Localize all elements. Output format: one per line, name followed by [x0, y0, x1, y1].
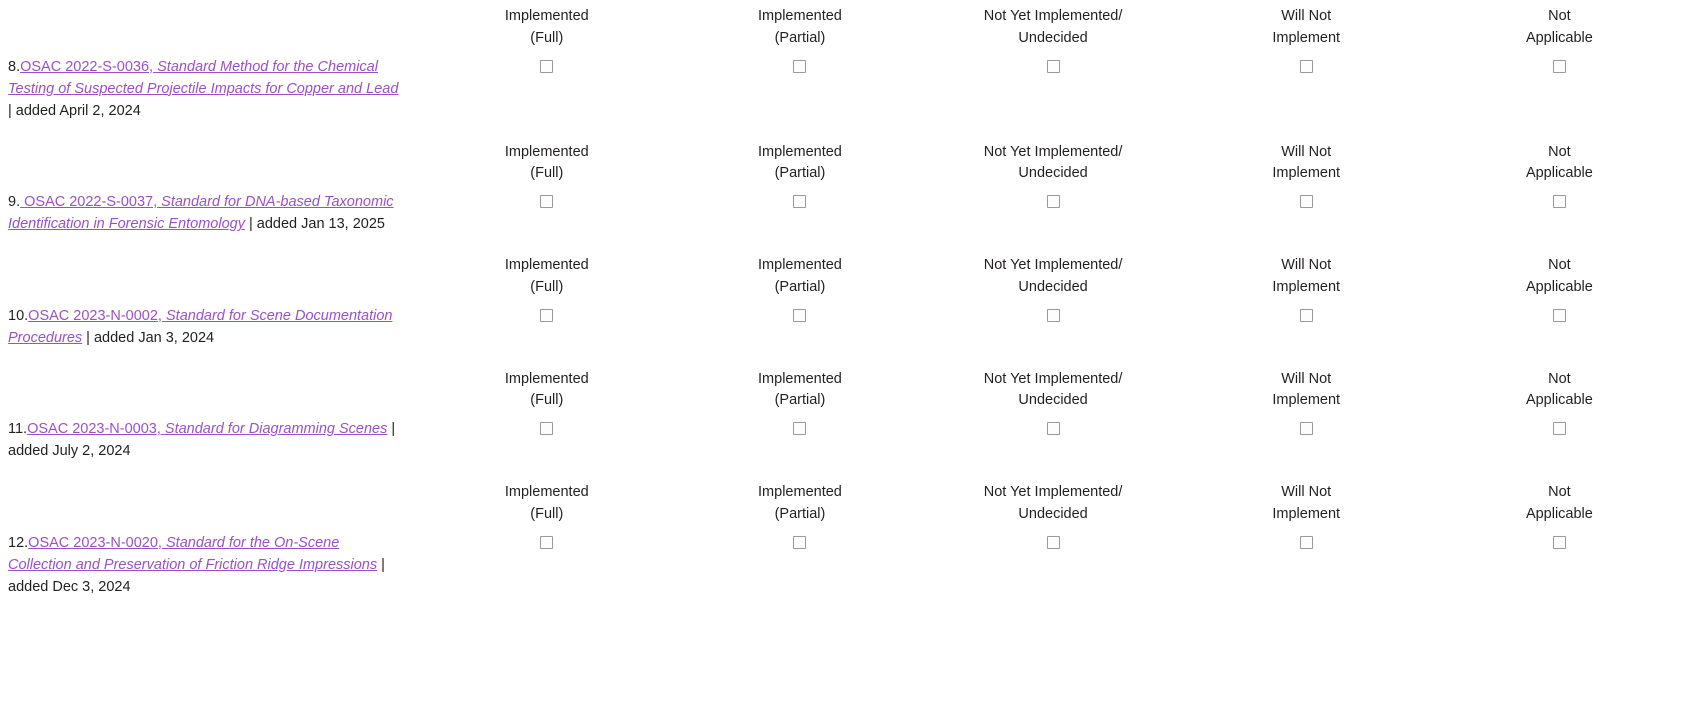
option-cell[interactable] [420, 528, 673, 602]
row-spacer [0, 239, 1686, 249]
option-checkbox[interactable] [793, 536, 806, 549]
option-checkbox[interactable] [793, 60, 806, 73]
question-number: 11. [8, 421, 28, 438]
option-header-line2: Applicable [1525, 278, 1593, 295]
option-header [1433, 363, 1686, 415]
option-checkbox[interactable] [1300, 60, 1313, 73]
option-header-line1: Implemented [504, 8, 589, 24]
option-header-line2: Undecided [1018, 165, 1088, 182]
option-header-line2: (Full) [530, 278, 564, 295]
option-header-line1: Implemented [758, 370, 842, 387]
option-cell[interactable] [673, 301, 926, 353]
option-cell[interactable] [420, 414, 673, 466]
option-header-line1: Not [1548, 143, 1571, 160]
option-header-line1: Implemented [504, 370, 589, 387]
option-header-line2: (Partial) [774, 392, 826, 409]
option-cell[interactable] [420, 301, 673, 353]
option-header-row [0, 249, 1686, 301]
option-checkbox[interactable] [1047, 422, 1060, 435]
option-header-row [0, 0, 1686, 52]
row-spacer-cell [0, 239, 1686, 249]
header-spacer-cell [0, 363, 420, 415]
option-checkbox[interactable] [1300, 309, 1313, 322]
option-header-line1: Implemented [758, 484, 842, 501]
question-number: 12. [8, 534, 29, 551]
option-header-row [0, 363, 1686, 415]
option-header-row [0, 476, 1686, 528]
option-header [420, 476, 673, 528]
option-header [420, 136, 673, 188]
standard-title: Standard for DNA-based Taxonomic Identification in Forensic Entomology [8, 194, 394, 233]
option-checkbox[interactable] [1553, 422, 1566, 435]
option-checkbox[interactable] [1300, 195, 1313, 208]
option-header-line2: (Full) [530, 506, 564, 523]
option-header-line1: Will Not [1281, 484, 1332, 501]
option-cell[interactable] [673, 52, 926, 126]
option-header-line1: Not Yet Implemented/ [983, 484, 1123, 501]
question-number: 8. [8, 58, 21, 75]
standard-link[interactable] [8, 535, 377, 573]
option-cell[interactable] [1180, 414, 1433, 466]
question-label [0, 528, 420, 602]
option-header-line1: Implemented [504, 143, 589, 160]
option-checkbox[interactable] [1047, 309, 1060, 322]
option-header-line1: Will Not [1281, 370, 1332, 387]
option-cell[interactable] [1180, 187, 1433, 239]
option-cell[interactable] [927, 52, 1180, 126]
question-label [0, 414, 420, 466]
standard-link[interactable] [27, 421, 387, 437]
option-header [1180, 363, 1433, 415]
option-header-line2: (Partial) [774, 506, 826, 523]
option-cell[interactable] [1180, 528, 1433, 602]
option-checkbox[interactable] [793, 195, 806, 208]
option-cell[interactable] [1433, 528, 1686, 602]
option-header-line2: Applicable [1525, 29, 1593, 46]
option-header [1433, 476, 1686, 528]
option-cell[interactable] [927, 528, 1180, 602]
option-checkbox[interactable] [793, 422, 806, 435]
option-checkbox[interactable] [1553, 536, 1566, 549]
option-checkbox[interactable] [1047, 60, 1060, 73]
option-header-line2: (Full) [530, 165, 564, 182]
option-header-line2: (Partial) [774, 29, 826, 46]
question-row [0, 414, 1686, 466]
option-header-line2: (Partial) [774, 278, 826, 295]
option-header-line1: Will Not [1281, 8, 1332, 24]
header-spacer-cell [0, 0, 420, 52]
option-header-line1: Not Yet Implemented/ [983, 8, 1123, 24]
header-spacer-cell [0, 249, 420, 301]
standard-title: Standard for the On-Scene Collection and Preservation of Friction Ridge Impressions [8, 534, 378, 573]
question-label [0, 301, 420, 353]
option-checkbox[interactable] [1553, 60, 1566, 73]
option-header-line1: Will Not [1281, 257, 1332, 274]
standard-code: OSAC 2023-N-0020, [28, 534, 162, 551]
option-header-line2: Applicable [1525, 165, 1593, 182]
option-header-line1: Not [1548, 257, 1571, 274]
added-date: | added April 2, 2024 [8, 102, 141, 119]
option-checkbox[interactable] [1047, 536, 1060, 549]
option-cell[interactable] [927, 301, 1180, 353]
option-checkbox[interactable] [540, 536, 553, 549]
row-spacer [0, 466, 1686, 476]
option-header-line2: Undecided [1018, 278, 1088, 295]
row-spacer [0, 602, 1686, 612]
option-header [673, 249, 926, 301]
added-date: | added July 2, 2024 [8, 421, 396, 460]
option-cell[interactable] [1433, 414, 1686, 466]
option-header [673, 136, 926, 188]
added-date: | added Dec 3, 2024 [8, 556, 385, 595]
option-header-line1: Not [1548, 370, 1571, 387]
option-header-line1: Implemented [758, 8, 842, 24]
option-header [673, 476, 926, 528]
option-checkbox[interactable] [540, 309, 553, 322]
option-header-row [0, 136, 1686, 188]
header-spacer-cell [0, 476, 420, 528]
option-header-line1: Not Yet Implemented/ [983, 370, 1123, 387]
option-cell[interactable] [1433, 187, 1686, 239]
option-header-line2: (Full) [530, 392, 564, 409]
standard-code: OSAC 2023-N-0002, [28, 307, 162, 324]
option-header [1433, 136, 1686, 188]
option-header-line1: Will Not [1281, 143, 1332, 160]
option-cell[interactable] [673, 414, 926, 466]
row-spacer-cell [0, 353, 1686, 363]
option-cell[interactable] [1180, 52, 1433, 126]
question-row [0, 301, 1686, 353]
option-header-line2: (Full) [530, 29, 564, 46]
option-cell[interactable] [420, 187, 673, 239]
row-spacer-cell [0, 126, 1686, 136]
option-checkbox[interactable] [540, 60, 553, 73]
question-label [0, 187, 420, 239]
option-header [927, 0, 1180, 52]
option-header-line2: Implement [1272, 165, 1341, 182]
option-checkbox[interactable] [1553, 195, 1566, 208]
option-checkbox[interactable] [540, 195, 553, 208]
option-header-line1: Not Yet Implemented/ [983, 257, 1123, 274]
option-cell[interactable] [673, 528, 926, 602]
option-header-line1: Not [1548, 8, 1571, 24]
question-number: 10. [8, 307, 29, 324]
option-header-line2: (Partial) [774, 165, 826, 182]
added-date: | added Jan 3, 2024 [82, 329, 215, 346]
option-cell[interactable] [1433, 52, 1686, 126]
option-cell[interactable] [420, 52, 673, 126]
option-header-line2: Applicable [1525, 392, 1593, 409]
option-checkbox[interactable] [793, 309, 806, 322]
option-checkbox[interactable] [1553, 309, 1566, 322]
option-checkbox[interactable] [1300, 422, 1313, 435]
option-header [420, 0, 673, 52]
option-header [1180, 0, 1433, 52]
option-header [927, 363, 1180, 415]
option-cell[interactable] [673, 187, 926, 239]
option-header-line1: Implemented [758, 257, 842, 274]
option-cell[interactable] [927, 414, 1180, 466]
question-row [0, 528, 1686, 602]
option-header [927, 249, 1180, 301]
standard-code: OSAC 2022-S-0036, [20, 58, 154, 75]
standard-title: Standard for Diagramming Scenes [160, 421, 388, 438]
option-header-line2: Applicable [1525, 506, 1593, 523]
option-header [927, 476, 1180, 528]
option-header [927, 136, 1180, 188]
option-header-line1: Implemented [504, 484, 589, 501]
option-cell[interactable] [927, 187, 1180, 239]
standard-code: OSAC 2023-N-0003, [27, 421, 161, 438]
option-header-line2: Undecided [1018, 506, 1088, 523]
row-spacer-cell [0, 466, 1686, 476]
standard-title: Standard for Scene Documentation Procedures [8, 307, 393, 346]
option-header [420, 249, 673, 301]
row-spacer [0, 126, 1686, 136]
standard-code: OSAC 2022-S-0037, [20, 194, 158, 211]
option-header [1180, 136, 1433, 188]
option-header-line1: Implemented [504, 257, 589, 274]
added-date: | added Jan 13, 2025 [244, 216, 385, 233]
option-checkbox[interactable] [1047, 195, 1060, 208]
row-spacer-cell [0, 602, 1686, 612]
row-spacer [0, 353, 1686, 363]
option-header-line2: Undecided [1018, 29, 1088, 46]
option-header [673, 363, 926, 415]
option-header-line2: Implement [1272, 278, 1341, 295]
option-header [1180, 476, 1433, 528]
header-spacer-cell [0, 136, 420, 188]
option-header [1180, 249, 1433, 301]
option-header [673, 0, 926, 52]
standard-link[interactable] [8, 59, 398, 97]
option-header-line2: Undecided [1018, 392, 1088, 409]
standard-title: Standard Method for the Chemical Testing of Suspected Projectile Impacts for Copper and Lead [8, 58, 399, 97]
option-checkbox[interactable] [1300, 536, 1313, 549]
question-row [0, 187, 1686, 239]
question-row [0, 52, 1686, 126]
option-cell[interactable] [1433, 301, 1686, 353]
question-label [0, 52, 420, 126]
option-header [1433, 249, 1686, 301]
option-cell[interactable] [1180, 301, 1433, 353]
option-header-line1: Not Yet Implemented/ [983, 143, 1123, 160]
option-checkbox[interactable] [540, 422, 553, 435]
option-header-line2: Implement [1272, 29, 1341, 46]
option-header [420, 363, 673, 415]
option-header-line1: Not [1548, 484, 1571, 501]
option-header-line2: Implement [1272, 506, 1341, 523]
option-header-line1: Implemented [758, 143, 842, 160]
question-number: 9. [8, 194, 21, 211]
option-header-line2: Implement [1272, 392, 1341, 409]
option-header [1433, 0, 1686, 52]
